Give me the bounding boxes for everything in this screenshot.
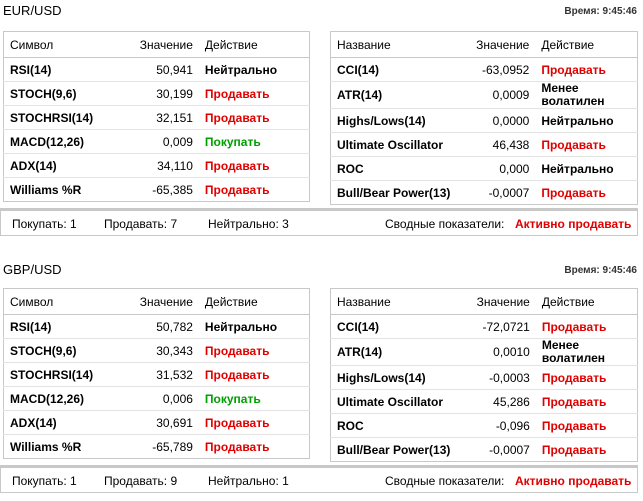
indicator-action: Продавать <box>536 414 638 438</box>
header-action: Действие <box>536 289 638 315</box>
indicator-value: 50,941 <box>113 58 199 82</box>
indicator-action: Продавать <box>541 185 606 200</box>
summary-label: Сводные показатели: <box>385 217 505 231</box>
table-row <box>331 133 638 157</box>
indicator-value: -65,789 <box>152 439 193 454</box>
indicator-name: MACD(12,26) <box>4 387 114 411</box>
indicator-name: ATR(14) <box>331 339 457 366</box>
header-action: Действие <box>535 32 637 58</box>
header-symbol: Символ <box>4 32 114 58</box>
table-row <box>331 58 638 82</box>
table-row <box>4 58 310 82</box>
indicator-value: -63,0952 <box>456 58 535 82</box>
indicator-value: 0,0009 <box>456 82 535 109</box>
indicator-action: Нейтрально <box>199 315 310 339</box>
header-name: Название <box>331 289 457 315</box>
table-header <box>331 32 638 58</box>
indicator-action: Продавать <box>536 366 638 390</box>
indicator-name: Williams %R <box>10 182 82 197</box>
indicator-name: Bull/Bear Power(13) <box>337 185 451 200</box>
header-symbol: Символ <box>4 289 114 315</box>
indicator-name: Bull/Bear Power(13) <box>337 442 451 457</box>
indicator-action: Продавать <box>535 133 637 157</box>
table-row <box>331 414 638 438</box>
indicator-action: Продавать <box>204 182 270 197</box>
indicator-action: Продавать <box>536 390 638 414</box>
indicator-value: -0,0007 <box>489 442 530 457</box>
table-row <box>4 387 310 411</box>
indicator-name: STOCHRSI(14) <box>4 363 114 387</box>
table-row <box>331 390 638 414</box>
indicator-value: -0,096 <box>456 414 535 438</box>
update-time: Время: 9:45:46 <box>564 265 637 276</box>
indicator-value: 0,006 <box>113 387 199 411</box>
header-value: Значение <box>456 32 535 58</box>
header-action: Действие <box>199 32 310 58</box>
table-row <box>4 130 310 154</box>
indicator-action: Нейтрально <box>199 58 310 82</box>
indicator-name: STOCHRSI(14) <box>4 106 114 130</box>
table-row <box>331 109 638 133</box>
indicator-value: 30,199 <box>113 82 199 106</box>
indicator-value: -0,0003 <box>456 366 535 390</box>
summary-verdict: Активно продавать <box>515 217 632 231</box>
indicator-action: Продавать <box>541 442 607 457</box>
table-row <box>4 106 310 130</box>
header-action: Действие <box>199 289 310 315</box>
indicator-name: RSI(14) <box>4 315 114 339</box>
indicator-value: -65,385 <box>152 182 193 197</box>
indicator-name: ADX(14) <box>4 154 114 178</box>
indicator-value: 31,532 <box>113 363 199 387</box>
indicator-name: Highs/Lows(14) <box>331 109 457 133</box>
indicator-action: Нейтрально <box>535 109 637 133</box>
summary-verdict: Активно продавать <box>515 474 632 488</box>
summary-label: Сводные показатели: <box>385 474 505 488</box>
header-value: Значение <box>113 32 199 58</box>
oscillators-table <box>3 288 310 459</box>
indicator-action: Продавать <box>199 82 310 106</box>
table-row <box>331 438 638 462</box>
table-row <box>331 157 638 181</box>
indicator-name: Ultimate Oscillator <box>331 133 457 157</box>
table-row <box>331 315 638 339</box>
table-row <box>4 82 310 106</box>
indicator-action: Продавать <box>199 411 310 435</box>
indicator-value: 30,691 <box>113 411 199 435</box>
indicator-action: Менее волатилен <box>535 82 637 109</box>
pair-title: GBP/USD <box>3 262 62 277</box>
indicator-action: Продавать <box>199 339 310 363</box>
table-header <box>4 289 310 315</box>
summary-sell-count: Продавать: 9 <box>104 474 178 488</box>
indicator-value: 50,782 <box>113 315 199 339</box>
summary-bar <box>0 208 638 236</box>
table-row <box>4 154 310 178</box>
indicator-name: RSI(14) <box>4 58 114 82</box>
table-row <box>4 178 310 202</box>
indicator-action: Продавать <box>535 58 637 82</box>
indicator-action: Покупать <box>199 130 310 154</box>
indicator-name: MACD(12,26) <box>4 130 114 154</box>
indicator-value: 0,000 <box>456 157 535 181</box>
oscillators-table <box>3 31 310 202</box>
indicator-name: CCI(14) <box>331 315 457 339</box>
indicator-value: 45,286 <box>456 390 535 414</box>
indicator-name: ADX(14) <box>4 411 114 435</box>
indicator-action: Продавать <box>199 363 310 387</box>
indicator-name: ATR(14) <box>331 82 457 109</box>
indicators-table <box>330 288 638 462</box>
pair-section-gbpusd <box>0 262 643 498</box>
indicator-action: Покупать <box>199 387 310 411</box>
indicator-value: 0,009 <box>113 130 199 154</box>
indicator-name: CCI(14) <box>331 58 457 82</box>
indicator-action: Продавать <box>204 439 270 454</box>
indicator-value: 34,110 <box>113 154 199 178</box>
table-row <box>331 339 638 366</box>
summary-buy-count: Покупать: 1 <box>12 474 77 488</box>
indicator-value: -72,0721 <box>456 315 535 339</box>
header-name: Название <box>331 32 457 58</box>
indicator-action: Продавать <box>536 315 638 339</box>
table-row <box>4 435 310 459</box>
summary-buy-count: Покупать: 1 <box>12 217 77 231</box>
indicator-action: Менее волатилен <box>536 339 638 366</box>
update-time: Время: 9:45:46 <box>564 6 637 17</box>
table-row <box>4 339 310 363</box>
indicator-name: Ultimate Oscillator <box>331 390 457 414</box>
indicator-action: Продавать <box>199 106 310 130</box>
table-row <box>4 315 310 339</box>
pair-section-eurusd <box>0 3 643 239</box>
table-header <box>4 32 310 58</box>
summary-bar <box>0 465 638 493</box>
indicator-value: -0,0007 <box>488 185 530 200</box>
pair-title: EUR/USD <box>3 3 62 18</box>
summary-neutral-count: Нейтрально: 1 <box>208 474 289 488</box>
indicators-table <box>330 31 638 205</box>
table-row <box>4 411 310 435</box>
indicator-action: Нейтрально <box>535 157 637 181</box>
summary-sell-count: Продавать: 7 <box>104 217 178 231</box>
table-row <box>331 181 638 205</box>
indicator-action: Продавать <box>199 154 310 178</box>
indicator-value: 0,0010 <box>456 339 535 366</box>
indicator-name: ROC <box>331 157 457 181</box>
indicator-value: 46,438 <box>456 133 535 157</box>
header-value: Значение <box>456 289 535 315</box>
header-value: Значение <box>113 289 199 315</box>
indicator-name: ROC <box>331 414 457 438</box>
indicator-name: STOCH(9,6) <box>4 82 114 106</box>
indicator-value: 30,343 <box>113 339 199 363</box>
indicator-name: STOCH(9,6) <box>4 339 114 363</box>
indicator-value: 32,151 <box>113 106 199 130</box>
table-header <box>331 289 638 315</box>
indicator-name: Williams %R <box>10 439 82 454</box>
table-row <box>4 363 310 387</box>
indicator-name: Highs/Lows(14) <box>331 366 457 390</box>
summary-neutral-count: Нейтрально: 3 <box>208 217 289 231</box>
indicator-value: 0,0000 <box>456 109 535 133</box>
table-row <box>331 366 638 390</box>
table-row <box>331 82 638 109</box>
